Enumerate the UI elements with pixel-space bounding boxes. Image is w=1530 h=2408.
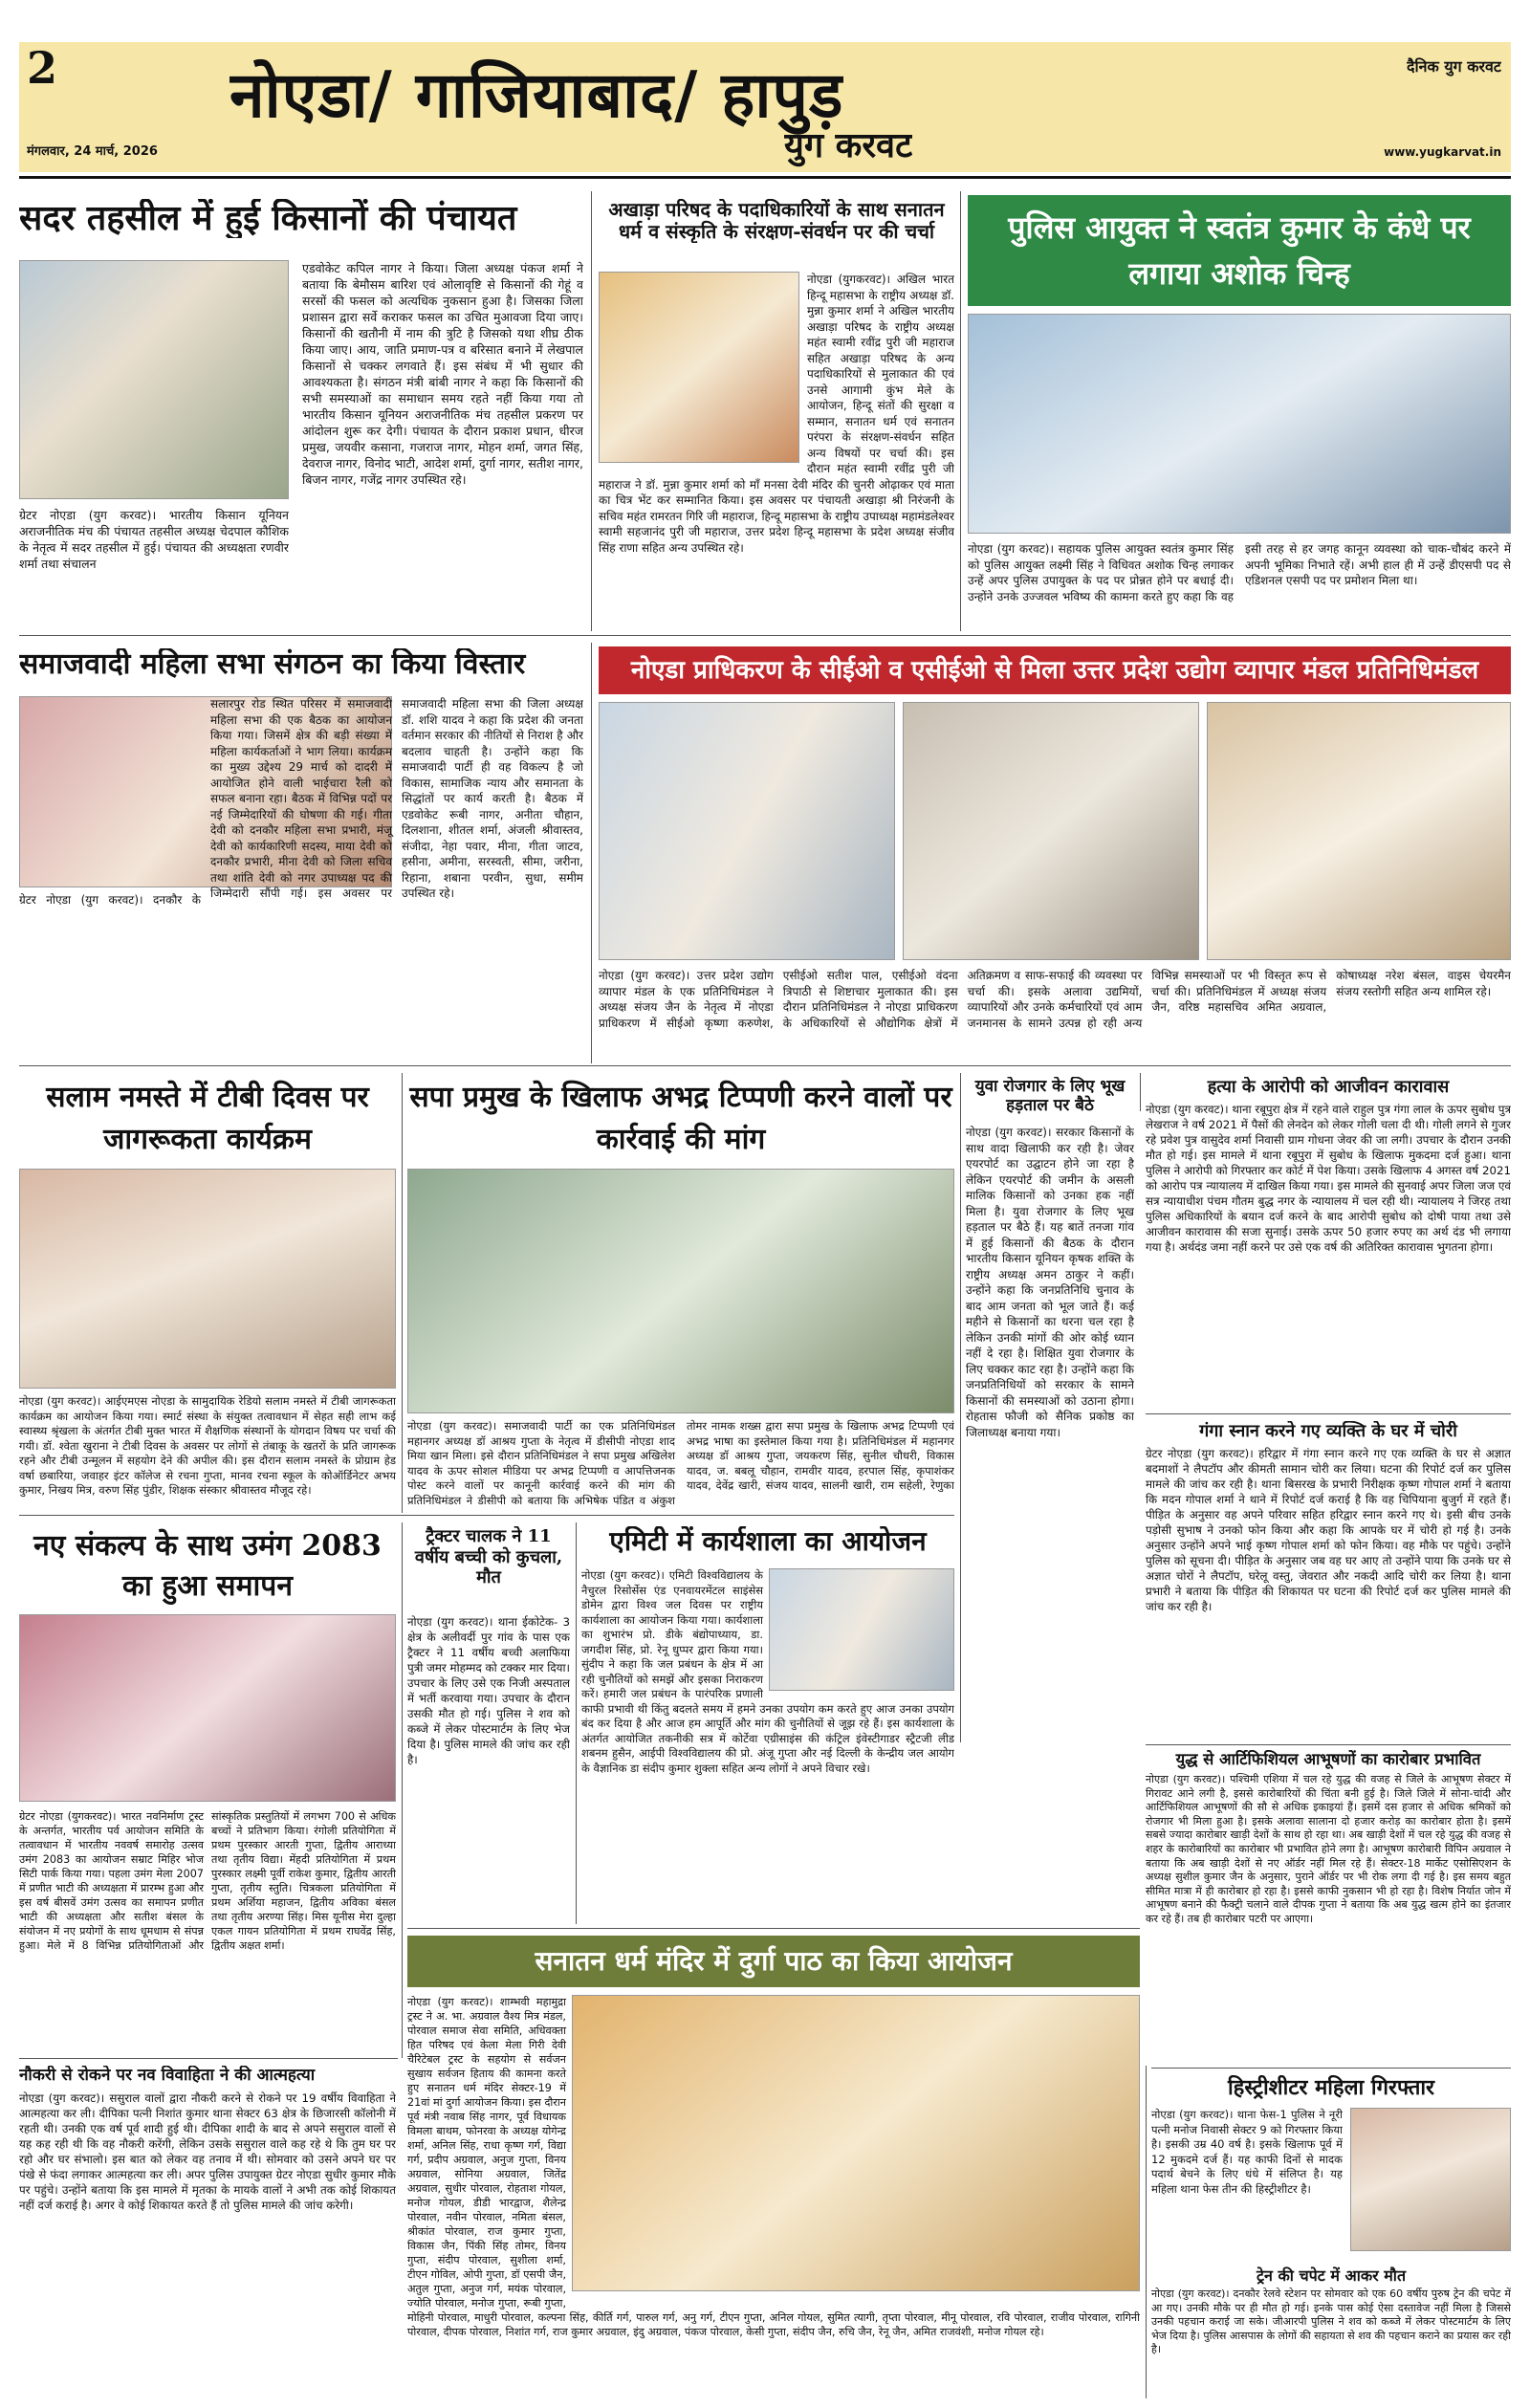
photo-udyog-3 <box>1207 702 1511 960</box>
article-sankalp <box>19 1522 396 2058</box>
article-body: नोएडा (युग करवट)। सरकार किसानों के साथ वादा खिलाफी कर रही है। जेवर एयरपोर्ट का उद्घाटन होने जा रहा है लेकिन एयरपोर्ट की जमीन के असली मालिक किसानों को उनका हक नहीं मिला है। युवा रोजगार के लिए भूख हड़ताल पर बैठे हैं। यह बातें तनजा गांव में हुई किसानों की बैठक के दौरान भारतीय किसान यूनियन कृषक शक्ति के राष्ट्रीय अध्यक्ष अमन ठाकुर ने कहीं। उन्होंने कहा कि जनप्रतिनिधि चुनाव के बाद आम जनता को भूल जाते हैं। कई महीने से किसानों का धरना चल रहा है लेकिन उनकी मांगों की ओर कोई ध्यान नहीं दे रहा है। शिक्षित युवा रोजगार के लिए चक्कर काट रहा है। उन्होंने कहा कि जनप्रतिनिधियों को सरकार के सामने किसानों की समस्याओं को उठाना होगा। रोहतास फौजी को सैनिक प्रकोष्ठ का जिलाध्यक्ष बनाया गया। <box>966 1126 1134 1439</box>
article-naukri <box>19 2064 396 2398</box>
article-body: ग्रेटर नोएडा (युग करवट)। दनकौर के सलारपुर रोड स्थित परिसर में समाजवादी महिला सभा की एक बैठक का आयोजन किया गया। जिसमें क्षेत्र की बड़ी संख्या में महिला कार्यकर्ताओं ने भाग लिया। कार्यक्रम का मुख्य उद्देश्य 29 मार्च को दादरी में आयोजित होने वाली भाईचारा रैली को सफल बनाना रहा। बैठक में विभिन्न पदों पर नई जिम्मेदारियों की घोषणा की गई। गीता देवी को दनकौर महिला सभा प्रभारी, मंजू देवी को कार्यकारिणी सदस्य, माया देवी को दनकौर प्रभारी, मीना देवी को जिला सचिव तथा शांति देवी को नगर उपाध्यक्ष पद की जिम्मेदारी सौंपी गई। इस अवसर पर समाजवादी महिला सभा की जिला अध्यक्ष डॉ. शशि यादव ने कहा कि प्रदेश की जनता वर्तमान सरकार की नीतियों से निराश है और बदलाव चाहती है। उन्होंने कहा कि समाजवादी पार्टी ही वह विकल्प है जो विकास, सामाजिक न्याय और समानता के सिद्धांतों पर कार्य करती है। बैठक में एडवोकेट रूबी नागर, अनीता चौहान, दिलशाना, शीतल शर्मा, अंजली श्रीवास्तव, संजीदा, नेहा पवार, मीना, गीता जाटव, हसीना, अमीना, सरस्वती, सीमा, जरीना, रिहाना, शबाना परवीन, सुधा, समीम उपस्थित रहे। <box>19 697 583 907</box>
website: www.yugkarvat.in <box>1384 145 1501 159</box>
headline: पुलिस आयुक्त ने स्वतंत्र कुमार के कंधे पर लगाया अशोक चिन्ह <box>968 195 1511 306</box>
photo-police-ceremony <box>968 314 1511 534</box>
paper-name: दैनिक युग करवट <box>1406 57 1501 76</box>
photo-tb-awareness <box>19 1169 396 1389</box>
article-amity <box>581 1522 954 1924</box>
article-kisan <box>19 191 583 650</box>
headline: युवा रोजगार के लिए भूख हड़ताल पर बैठे <box>974 1077 1126 1116</box>
photo-kisan-panchayat <box>19 260 289 499</box>
article-durga <box>407 1934 1140 2398</box>
photo-caption: ग्रेटर नोएडा (युग करवट)। भारतीय किसान यूनियन अराजनीतिक मंच की पंचायत तहसील अध्यक्ष चेदपाल कौशिक के नेतृत्व में सदर तहसील में हुई। पंचायत की अध्यक्षता रणवीर शर्मा तथा संचालन <box>19 508 289 571</box>
photo-umang-2083 <box>19 1614 396 1802</box>
article-body: नोएडा (युग करवट)। शाम्भवी महामुद्रा ट्रस्ट ने अ. भा. अग्रवाल वैश्य मित्र मंडल, पोरवाल समाज सेवा समिति, अधिवक्ता हित परिषद एवं केला मेला गिरी देवी चैरिटेबल ट्रस्ट के सहयोग से सर्वजन सुखाय सर्वजन हिताय की कामना करते हुए सनातन धर्म मंदिर सेक्टर-19 में 21वां मां दुर्गा आयोजन किया। इस दौरान पूर्व मंत्री नवाब सिंह नागर, पूर्व विधायक विमला बाथम, फोनरवा के अध्यक्ष योगेन्द्र शर्मा, अनिल सिंह, राधा कृष्ण गर्ग, विद्या गर्ग, प्रदीप अग्रवाल, अनुज गुप्ता, विनय अग्रवाल, सोनिया अग्रवाल, जितेंद्र अग्रवाल, सुधीर पोरवाल, रोहताश गोयल, मनोज गोयल, डीडी भारद्वाज, शैलेन्द्र पोरवाल, नवीन पोरवाल, नमिता बंसल, श्रीकांत पोरवाल, राज कुमार गुप्ता, विकास जैन, पिंकी सिंह तोमर, विनय गुप्ता, संदीप पोरवाल, सुशीला शर्मा, टीएन गोविल, ओपी गुप्ता, डॉ एसपी जैन, अतुल गुप्ता, अनुज गर्ग, मयंक पोरवाल, ज्योति पोरवाल, मनोज गुप्ता, रूबी गुप्ता, मोहिनी पोरवाल, माधुरी पोरवाल, कल्पना सिंह, कीर्ति गर्ग, पारुल गर्ग, अनु गर्ग, टीएन गुप्ता, अनिल गोयल, सुमित त्यागी, तृप्ता पोरवाल, मीनू पोरवाल, रवि पोरवाल, राजीव पोरवाल, रागिनी पोरवाल, दीपक पोरवाल, निशांत गर्ग, राज कुमार अग्रवाल, इंदु अग्रवाल, पंकज पोरवाल, केसी गुप्ता, संदीप जैन, रुचि जैन, रेनू जैन, अमित राजवंशी, मनोज गोयल रहे। <box>407 1996 1140 2338</box>
masthead-rule <box>19 176 1511 179</box>
article-history <box>1151 2073 1511 2265</box>
article-body: नोएडा (युग करवट)। दनकौर रेलवे स्टेशन पर सोमवार को एक 60 वर्षीय पुरुष ट्रेन की चपेट में आ गए। उनकी मौके पर ही मौत हो गई। इनके पास कोई ऐसा दस्तावेज नहीं मिला है जिससे उनकी पहचान कराई जा सके। जीआरपी पुलिस ने शव को कब्जे में लेकर पोस्टमार्टम के लिए भेज दिया है। पुलिस आसपास के लोगों की सहायता से शव की पहचान कराने का प्रयास कर रही है। <box>1151 2288 1511 2355</box>
article-body: नोएडा (युग करवट)। समाजवादी पार्टी का एक प्रतिनिधिमंडल महानगर अध्यक्ष डॉ आश्रय गुप्ता के नेतृत्व में डीसीपी नोएडा शाद मिया खान मिला। इसे दौरान प्रतिनिधिमंडल ने सपा प्रमुख अखिलेश यादव के ऊपर सोशल मीडिया पर अभद्र टिप्पणी व आपत्तिजनक पोस्ट करने वालों पर कानूनी कार्रवाई करने की मांग की प्रतिनिधिमंडल ने डीसीपी को बताया कि अभिषेक पंडित व अंकुश तोमर नामक शख्स द्वारा सपा प्रमुख के खिलाफ अभद्र टिप्पणी एवं अभद्र भाषा का इस्तेमाल किया गया है। प्रतिनिधिमंडल में महानगर अध्यक्ष डॉ आश्रय गुप्ता, जयकरण सिंह, सुनील चौधरी, विकास यादव, ज. बबलू चौहान, रामवीर यादव, हरपाल सिंह, कृपाशंकर यादव, देवेंद्र खारी, संजय यादव, सालनी खारी, राम सहेली, रेणुका <box>407 1419 954 1507</box>
article-body: नोएडा (युगकरवट)। अखिल भारत हिन्दू महासभा के राष्ट्रीय अध्यक्ष डॉ. मुन्ना कुमार शर्मा ने अखिल भारतीय अखाड़ा परिषद के राष्ट्रीय अध्यक्ष महंत स्वामी रवींद्र पुरी जी महाराज सहित अखाड़ा परिषद के अन्य पदाधिकारियों से मुलाकात की एवं उनसे आगामी कुंभ मेले के आयोजन, हिन्दू संतों की सुरक्षा व सम्मान, सनातन धर्म एवं सनातन परंपरा के संरक्षण-संवर्धन सहित अन्य विषयों पर चर्चा की। इस दौरान महंत स्वामी रवींद्र पुरी जी महाराज ने डॉ. मुन्ना कुमार शर्मा को माँ मनसा देवी मंदिर की चुनरी ओढ़ाकर एवं माता का चित्र भेंट कर सम्मानित किया। इस अवसर पर पंचायती अखाड़ा श्री निरंजनी के सचिव महंत रामरतन गिरि जी महाराज, हिन्दू महासभा के राष्ट्रीय उपाध्यक्ष महामंडलेश्वर स्वामी सहजानंद पुरी जी महाराज, उत्तर प्रदेश हिन्दू महासभा के प्रदेश अध्यक्ष संजीव सिंह राणा सहित अन्य उपस्थित रहे। <box>599 273 954 555</box>
article-body: नोएडा (युग करवट)। ससुराल वालों द्वारा नौकरी करने से रोकने पर 19 वर्षीय विवाहिता ने आत्महत्या कर ली। दीपिका पत्नी निशांत कुमार थाना सेक्टर 63 क्षेत्र के छिजारसी कॉलोनी में रहती थी। उनकी एक वर्ष पूर्व शादी हुई थी। दीपिका शादी के बाद से अपने ससुराल वालों से यह कह रही थी कि वह नौकरी करेंगी, लेकिन उसके ससुराल वाले कह रहे थे कि तुम घर पर रहो और घर संभालो। इस बात को लेकर वह तनाव में थी। सोमवार को उसने अपने घर पर पंखे से फंदा लगाकर आत्महत्या कर ली। अपर पुलिस उपायुक्त ग्रेटर नोएडा सुधीर कुमार मौके पर पहुंचे। उन्होंने बताया कि इस मामले में मृतका के मायके वालों ने अभी तक कोई शिकायत नहीं दर्ज कराई है। अगर वे कोई शिकायत करते हैं तो पुलिस मामले की जांच करेगी। <box>19 2091 396 2212</box>
article-body: ग्रेटर नोएडा (युगकरवट)। भारत नवनिर्माण ट्रस्ट के अन्तर्गत, भारतीय पर्व आयोजन समिति के तत्वावधान में भारतीय नववर्ष समारोह उत्सव उमंग 2083 का आयोजन सम्राट मिहिर भोज सिटी पार्क किया गया। पहला उमंग मेला 2007 में प्रणीत भाटी की अध्यक्षता में प्रारम्भ हुआ और इस वर्ष बीसवें उमंग उत्सव का समापन प्रणीत भाटी की अध्यक्षता और सतीश बंसल के संयोजन में नए प्रयोगों के साथ धूमधाम से संपन्न हुआ। मेले में 8 विभिन्न प्रतियोगिताओं और सांस्कृतिक प्रस्तुतियों में लगभग 700 से अधिक बच्चों ने प्रतिभाग किया। रंगोली प्रतियोगिता में प्रथम पुरस्कार आरती गुप्ता, द्वितीय आराध्या तथा तृतीय विद्या। मेंहदी प्रतियोगिता में प्रथम पुरस्कार लक्ष्मी पूर्वी राकेश कुमार, द्वितीय आरती गुप्ता, तृतीय स्तुति। चित्रकला प्रतियोगिता में प्रथम अर्शिया महाजन, द्वितीय अविका बंसल तथा तृतीय अरण्या सिंह। मिस यूनीस मेरा दुल्हा एकल गायन प्रतियोगिता में प्रथम राघवेंद्र सिंह, द्वितीय अक्षत शर्मा। <box>19 1810 396 1952</box>
article-body: नोएडा (युग करवट)। एमिटी विश्वविद्यालय के नैचुरल रिसोर्सेस एंड एनवायरमेंटल साइंसेस डोमेन द्वारा विश्व जल दिवस पर राष्ट्रीय कार्यशाला का आयोजन किया गया। कार्यशाला का शुभारंभ प्रो. डीके बंद्योपाध्याय, डा. जगदीश सिंह, प्रो. रेनू धुप्पर द्वारा किया गया। सुंदीप ने कहा कि जल प्रबंधन के क्षेत्र में आ रही चुनौतियों को समझें और इसका निराकरण करें। हमारी जल प्रबंधन के पारंपरिक प्रणाली काफी प्रभावी थी किंतु बदलते समय में हमने उनका उपयोग कम करते हुए आज उनका उपयोग बंद कर दिया है और आज हम आपूर्ति और मांग की चुनौतियों से जूझ रहे हैं। इस कार्यशाला के अंतर्गत आयोजित तकनीकी सत्र में कोर्टेवा एग्रीसाइंस की कंट्रिल इंवेस्टीगाडर स्ट्रैटजी लीड शबनम हुसैन, आईपी विश्वविद्यालय की प्रो. अंजू गुप्ता और नई दिल्ली के केन्द्रीय जल आयोग के वैज्ञानिक डा संदीप कुमार शुक्ला सहित अन्य लोगों ने अपने विचार रखे। <box>581 1568 954 1775</box>
article-train <box>1151 2266 1511 2398</box>
article-hatya <box>1146 1073 1511 1410</box>
article-sapa <box>407 1073 954 1522</box>
headline: ट्रैक्टर चालक ने 11 वर्षीय बच्ची को कुचला, मौत <box>414 1526 563 1588</box>
page-number: 2 <box>27 42 58 94</box>
article-udyog <box>599 643 1511 1073</box>
article-body: नोएडा (युग करवट)। सहायक पुलिस आयुक्त स्वतंत्र कुमार सिंह को पुलिस आयुक्त लक्ष्मी सिंह ने विधिवत अशोक चिन्ह लगाकर उन्हें अपर पुलिस उपायुक्त के पद पर प्रोन्नत होने पर बधाई दी। उन्होंने उनके उज्जवल भविष्य की कामना करते हुए कहा कि वह इसी तरह से हर जगह कानून व्यवस्था को चाक-चौबंद करने में अपनी भूमिका निभाते रहें। अभी हाल ही में उन्हें डीएसपी पद से एडिशनल एसपी पद पर प्रमोशन मिला था। <box>968 542 1511 603</box>
headline: हिस्ट्रीशीटर महिला गिरफ्तार <box>1227 2075 1435 2100</box>
article-yuddh <box>1146 1748 1511 2064</box>
photo-sapa-delegation <box>407 1169 954 1413</box>
article-body: नोएडा (युग करवट)। थाना रबूपुरा क्षेत्र में रहने वाले राहुल पुत्र गंगा लाल के ऊपर सुबोध पुत्र लेखराज ने वर्ष 2021 में पैसों की लेनदेन को लेकर गोली चला दी थी। गोली लगने से गुजर रहे प्रवेश पुत्र वासुदेव शर्मा निवासी ग्राम गोधना जेवर की जा लगी। उपचार के दौरान उनकी मौत हो गई। इस मामले में थाना रबूपुरा में सुबोध के खिलाफ मुकदमा दर्ज हुआ। थाना पुलिस ने आरोपी को गिरफ्तार कर कोर्ट में पेश किया। उसके खिलाफ 4 अगस्त वर्ष 2021 को आरोप पत्र न्यायालय में दाखिल किया गया। इस मामले की सुनवाई अपर जिला जज एवं सत्र न्यायाधीश पंचम गौतम बुद्ध नगर के न्यायालय में चल रही थी। न्यायालय ने जिरह तथा पुलिस अधिकारियों के बयान दर्ज करने के बाद आरोपी सुबोध को दोषी पाया तथा उसे आजीवन कारावास की सजा सुनाई। उसके ऊपर 50 हजार रुपए का अर्थ दंड भी लगाया गया है। अर्थदंड जमा नहीं करने पर उसे एक वर्ष की अतिरिक्त कारावास भुगतना होगा। <box>1146 1103 1511 1254</box>
article-body: एडवोकेट कपिल नागर ने किया। जिला अध्यक्ष पंकज शर्मा ने बताया कि बेमौसम बारिश एवं ओलावृष्टि से किसानों की गेहूं व सरसों की फसल को अत्यधिक नुकसान हुआ है। जिसका जिला प्रशासन द्वारा सर्वे कराकर फसल का उचित मुआवजा दिया जाए। किसानों की खतौनी में नाम की त्रुटि है जिसको यथा शीघ्र ठीक किया जाए। आय, जाति प्रमाण-पत्र व बरिसात बनाने में लेखपाल किसानों से चक्कर लगवाते हैं। इस संबंध में भी सुधार की आवश्यकता है। संगठन मंत्री बांबी नागर ने कहा कि किसानों की सभी समस्याओं का समाधान समय रहते नहीं किया गया तो भारतीय किसान यूनियन अराजनीतिक मंच तहसील प्रकरण पर आंदोलन शुरू कर देगी। पंचायत के दौरान प्रकाश प्रधान, धीरज प्रमुख, जयवीर कसाना, गजराज नागर, मोहन शर्मा, जगत सिंह, देवराज नागर, विनोद भाटी, आदेश शर्मा, दुर्गा नागर, सतीश नागर, बिजन नागर, गजेंद्र नागर उपस्थित रहे। <box>302 261 583 487</box>
article-ganga <box>1146 1417 1511 1742</box>
article-bhook <box>966 1073 1134 1685</box>
headline: युद्ध से आर्टिफिशियल आभूषणों का कारोबार प्रभावित <box>1175 1750 1481 1768</box>
photo-udyog-1 <box>599 702 895 960</box>
headline: गंगा स्नान करने गए व्यक्ति के घर में चोरी <box>1199 1421 1457 1441</box>
article-body: नोएडा (युग करवट)। थाना ईकोटेक- 3 क्षेत्र के अलीवर्दी पुर गांव के पास एक ट्रैक्टर ने 11 वर्षीय बच्ची अलाफिया पुत्री जमर मोहम्मद को टक्कर मार दिया। उपचार के लिए उसे एक निजी अस्पताल में भर्ती करवाया गया। उपचार के दौरान उसकी मौत हो गई। पुलिस ने शव को कब्जे में लेकर पोस्टमार्टम के लिए भेज दिया है। पुलिस मामले की जांच कर रही है। <box>407 1615 570 1766</box>
article-body: ग्रेटर नोएडा (युग करवट)। हरिद्वार में गंगा स्नान करने गए एक व्यक्ति के घर से अज्ञात बदमाशों ने लैपटॉप और कीमती सामान चोरी कर लिया। घटना की रिपोर्ट दर्ज कर पुलिस मामले की जांच कर रही है। थाना बिसरख के प्रभारी निरीक्षक कृष्ण गोपाल शर्मा ने बताया कि मदन गोपाल शर्मा ने थाने में रिपोर्ट दर्ज कराई है कि वह चिपियाना बुजुर्ग में रहते हैं। पीड़ित के अनुसार वह अपने परिवार सहित हरिद्वार स्नान करने गए थे। इसी बीच उनके पड़ोसी सुभाष ने उनको फोन किया और कहा कि आपके घर में चोरी हो गई है। उनके अनुसार उन्होंने अपने भाई कृष्ण गोपाल शर्मा को फोन किया। वह मौके पर पहुंचे। उन्होंने पुलिस को सूचना दी। पीड़ित के अनुसार जब वह घर आए तो उन्होंने पाया कि उनके घर से अज्ञात चोरों ने लैपटॉप, घरेलू वस्तु, जेवरात और नकदी आदि चोरी कर लिया है। थाना प्रभारी ने बताया कि पीड़ित की शिकायत पर घटना की रिपोर्ट दर्ज कर पुलिस मामले की जांच कर रही है। <box>1146 1447 1511 1613</box>
photo-history-sheeter <box>1350 2108 1511 2251</box>
headline: नोएडा प्राधिकरण के सीईओ व एसीईओ से मिला उत्तर प्रदेश उद्योग व्यापार मंडल प्रतिनिधिमंडल <box>599 646 1511 694</box>
article-tractor <box>407 1522 570 1924</box>
headline: ट्रेन की चपेट में आकर मौत <box>1256 2266 1407 2285</box>
headline: समाजवादी महिला सभा संगठन का किया विस्तार <box>19 648 526 681</box>
masthead-brand: युग करवट <box>784 125 913 165</box>
headline: हत्या के आरोपी को आजीवन कारावास <box>1207 1077 1450 1097</box>
headline: नए संकल्प के साथ उमंग 2083 का हुआ समापन <box>33 1529 382 1603</box>
headline: अखाड़ा परिषद के पदाधिकारियों के साथ सनातन धर्म व संस्कृति के संरक्षण-संवर्धन पर की चर्चा <box>608 199 945 243</box>
photo-udyog-2 <box>903 702 1199 960</box>
masthead <box>19 42 1511 172</box>
article-body: नोएडा (युग करवट)। आईएमएस नोएडा के सामुदायिक रेडियो सलाम नमस्ते में टीबी जागरूकता कार्यक्रम का आयोजन किया गया। स्मार्ट संस्था के संयुक्त तत्वावधान में सेहत सही लाभ कई स्वास्थ्य श्रृंखला के अंतर्गत टीबी मुक्त भारत में शैक्षणिक संस्थानों के योगदान विषय पर चर्चा की गयी। डॉ. श्वेता खुराना ने टीबी दिवस के अवसर पर लोगों से तंबाकू के खतरों के प्रति जागरूक रहने और टीबी उन्मूलन में सहयोग देने की अपील की। इस दौरान सलाम नमस्ते के प्रोग्राम हेड वर्षा छबारिया, जवाहर इंटर कॉलेज से रचना गुप्ता, मानव रचना स्कूल के कोऑर्डिनेटर अभय कुमार, निखय मित्र, वरुण सिंह पुंडीर, शिक्षक संस्कार श्रीवास्तव मौजूद रहे। <box>19 1394 396 1497</box>
article-body: नोएडा (युग करवट)। पश्चिमी एशिया में चल रहे युद्ध की वजह से जिले के आभूषण सेक्टर में गिरावट आने लगी है, इससे कारोबारियों की चिंता बनी हुई है। जिले जिले में सोना-चांदी और आर्टिफिशियल आभूषणों की सौ से अधिक इकाइयां हैं। इसमें दस हजार से अधिक श्रमिकों को रोजगार भी मिला हुआ है। इसके अलावा सालाना दो हजार करोड़ का कारोबार होता है। इसमें सबसे ज्यादा कारोबार खाड़ी देशों के साथ हो रहा था। अब खाड़ी देशों में चल रहे युद्ध की वजह से शहर के कारोबारियों का कारोबार भी प्रभावित होने लगा है। आभूषण कारोबारी विपिन अग्रवाल ने बताया कि अब खाड़ी देशों से नए ऑर्डर नहीं मिल रहे हैं। सेक्टर-18 मार्केट एसोसिएशन के अध्यक्ष सुशील कुमार जैन के अनुसार, पुराने ऑर्डर पर भी रोक लगा दी गई है। इस समय बहुत सीमित मात्रा में ही कारोबार हो रहा है। इससे काफी नुकसान भी हो रहा है। विशेष निर्यात जोन में आभूषण बनाने की फैक्ट्री चलाने वाले दीपक गुप्ता ने बताया कि अब युद्ध खत्म होने का इंतजार कर रहे हैं। तब ही कारोबार पटरी पर आएगा। <box>1146 1773 1511 1925</box>
headline: नौकरी से रोकने पर नव विवाहिता ने की आत्महत्या <box>19 2066 316 2085</box>
headline: सपा प्रमुख के खिलाफ अभद्र टिप्पणी करने वालों पर कार्रवाई की मांग <box>409 1081 952 1156</box>
article-police <box>968 191 1511 650</box>
article-samajwadi <box>19 643 583 1073</box>
article-tb <box>19 1073 396 1522</box>
headline: एमिटी में कार्यशाला का आयोजन <box>609 1526 927 1557</box>
article-body: नोएडा (युग करवट)। थाना फेस-1 पुलिस ने नूरी पत्नी मनोज निवासी सेक्टर 9 को गिरफ्तार किया है। इसकी उम्र 40 वर्ष है। इसके खिलाफ पूर्व में 12 मुकदमे दर्ज हैं। यह काफी दिनों से मादक पदार्थ बेचने के लिए धंधे में संलिप्त है। यह महिला थाना फेस तीन की हिस्ट्रीशीटर है। <box>1151 2108 1343 2196</box>
issue-date: मंगलवार, 24 मार्च, 2026 <box>27 144 158 159</box>
headline: सलाम नमस्ते में टीबी दिवस पर जागरूकता कार्यक्रम <box>46 1081 369 1156</box>
article-body: नोएडा (युग करवट)। उत्तर प्रदेश उद्योग व्यापार मंडल के एक प्रतिनिधिमंडल ने अध्यक्ष संजय जैन के नेतृत्व में नोएडा प्राधिकरण में सीईओ कृष्णा करुणेश, एसीईओ सतीश पाल, एसीईओ वंदना त्रिपाठी से शिष्टाचार मुलाकात की। इस दौरान प्रतिनिधिमंडल ने नोएडा प्राधिकरण के अधिकारियों से औद्योगिक क्षेत्रों में अतिक्रमण व साफ-सफाई की व्यवस्था पर चर्चा की। इसके अलावा उद्यमियों, व्यापारियों और उनके कर्मचारियों एवं आम जनमानस के सामने उत्पन्न हो रही अन्य विभिन्न समस्याओं पर भी विस्तृत रूप से चर्चा की। प्रतिनिधिमंडल में अध्यक्ष संजय जैन, वरिष्ठ महासचिव अमित अग्रवाल, कोषाध्यक्ष नरेश बंसल, वाइस चेयरमैन संजय रस्तोगी सहित अन्य शामिल रहे। <box>599 969 1511 1030</box>
masthead-title: नोएडा/ गाजियाबाद/ हापुड़ <box>230 57 844 132</box>
article-akhada <box>599 191 954 650</box>
headline: सदर तहसील में हुई किसानों की पंचायत <box>19 199 517 238</box>
headline: सनातन धर्म मंदिर में दुर्गा पाठ का किया आयोजन <box>407 1936 1140 1987</box>
